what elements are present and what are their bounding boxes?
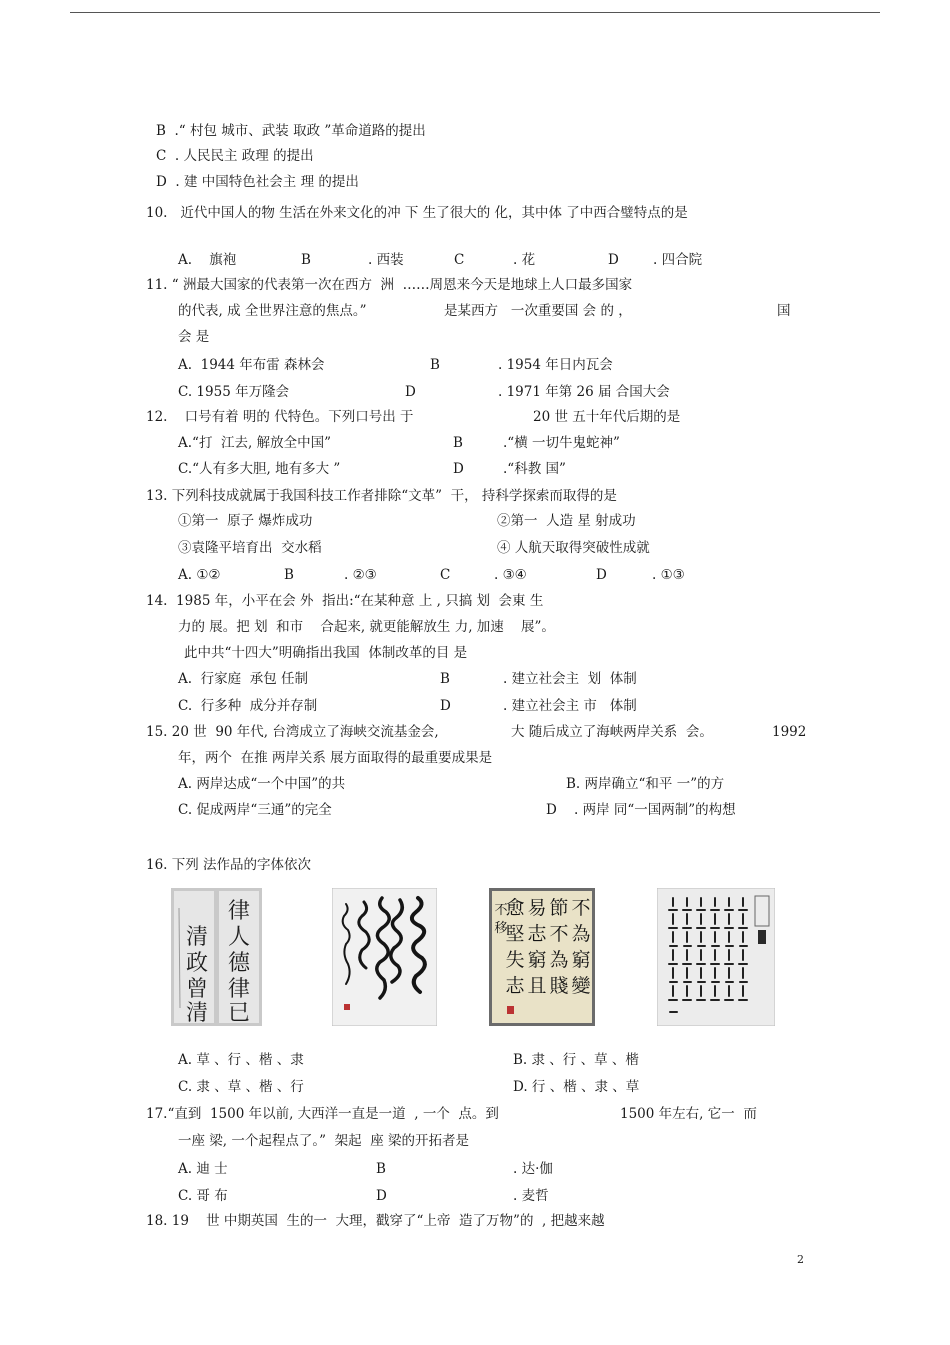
q10-stem: 10. 近代中国人的物 生活在外来文化的冲 下 生了很大的 化，其中体 了中西合璧特点的是	[146, 205, 688, 221]
q12-option-b: .“横 一切牛鬼蛇神”	[503, 435, 620, 451]
q14-option-b: . 建立社会主 划 体制	[503, 671, 637, 687]
header-rule	[70, 12, 880, 13]
q17-option-a: A. 迪 士	[178, 1161, 228, 1177]
q10-option-c: . 花	[513, 252, 536, 268]
q18-stem: 18. 19 世 中期英国 生的一 大理，戳穿了“上帝 造了万物”的 , 把越来越	[146, 1213, 605, 1229]
q17-option-b: . 达·伽	[513, 1161, 553, 1177]
q17-option-d-letter: D	[376, 1188, 387, 1204]
q17-stem-line2: 一座 梁, 一个起程点了。” 架起 座 梁的开拓者是	[178, 1133, 469, 1149]
svg-text:易: 易	[527, 897, 547, 919]
svg-text:已: 已	[227, 1001, 251, 1026]
q15-stem-line1: 15. 20 世 90 年代, 台湾成立了海峡交流基金会,	[146, 724, 439, 740]
svg-text:清: 清	[185, 1001, 209, 1026]
q12-option-a: A.“打 江去, 解放全中国”	[178, 435, 332, 451]
q10-option-d-letter: D	[608, 252, 619, 268]
svg-text:曾: 曾	[185, 977, 209, 1002]
svg-text:賤: 賤	[549, 975, 569, 997]
svg-text:窮: 窮	[571, 949, 591, 971]
q13-item-1: ①第一 原子 爆炸成功	[178, 513, 313, 529]
q15-option-b: B. 两岸确立“和平 一”的方	[566, 776, 725, 792]
svg-text:變: 變	[571, 975, 591, 997]
q17-option-d: . 麦哲	[513, 1188, 549, 1204]
q11-stem-line2b: 是某西方 一次重要国 会 的 ，	[444, 303, 632, 319]
q14-option-d-letter: D	[440, 698, 451, 714]
page-number: 2	[797, 1253, 804, 1266]
q16-option-a: A. 草 、行 、楷 、隶	[178, 1052, 304, 1068]
svg-text:政: 政	[185, 951, 209, 976]
q11-option-d: . 1971 年第 26 届 合国大会	[498, 384, 670, 400]
q15-stem-line1c: 1992	[772, 724, 807, 740]
q9-option-d: D . 建 中国特色社会主 理 的提出	[156, 174, 359, 190]
svg-text:移: 移	[494, 921, 508, 936]
q15-option-d-letter: D	[546, 802, 557, 818]
q10-option-c-letter: C	[454, 252, 465, 268]
q17-stem-line1: 17.“直到 1500 年以前, 大西洋一直是一道 , 一个 点。到	[146, 1106, 499, 1122]
q16-stem: 16. 下列 法作品的字体依次	[146, 857, 312, 873]
q14-stem-line3: 此中共“十四大”明确指出我国 体制改革的目 是	[184, 645, 468, 661]
q14-stem-line2: 力的 展。把 划 和市 合起来, 就更能解放生 力, 加速 展”。	[178, 619, 555, 635]
svg-text:清: 清	[185, 925, 209, 950]
q17-option-b-letter: B	[376, 1161, 386, 1177]
q10-option-b-letter: B	[301, 252, 311, 268]
q11-option-d-letter: D	[405, 384, 416, 400]
svg-text:窮: 窮	[527, 949, 547, 971]
q12-option-d-letter: D	[453, 461, 464, 477]
q12-stem: 12. 口号有着 明的 代特色。下列口号出 于	[146, 409, 414, 425]
svg-text:志: 志	[505, 975, 525, 997]
svg-text:人: 人	[227, 925, 251, 950]
q10-option-d: . 四合院	[653, 252, 703, 268]
q14-option-b-letter: B	[440, 671, 450, 687]
q14-option-d: . 建立社会主 市 体制	[503, 698, 637, 714]
q10-option-a: A. 旗袍	[178, 252, 237, 268]
q12-option-d: .“科教 国”	[503, 461, 566, 477]
q11-stem-line2: 的代表, 成 全世界注意的焦点。”	[178, 303, 367, 319]
q14-stem-line1: 14. 1985 年，小平在会 外 指出:“在某种意 上 , 只搞 划 会東 生	[146, 593, 544, 609]
q16-option-b: B. 隶 、行 、草 、楷	[513, 1052, 639, 1068]
svg-text:失: 失	[505, 949, 525, 971]
q14-option-c: C. 行多种 成分并存制	[178, 698, 318, 714]
q11-stem-line3: 会 是	[178, 329, 210, 345]
svg-text:不: 不	[549, 923, 569, 945]
q12-option-c: C.“人有多大胆, 地有多大 ”	[178, 461, 341, 477]
q16-option-d: D. 行 、楷 、隶 、草	[513, 1079, 640, 1095]
q13-option-a: A. ①②	[178, 567, 221, 583]
q11-stem-line2c: 国	[777, 303, 791, 319]
q11-option-b-letter: B	[430, 357, 440, 373]
q9-option-c: C . 人民民主 政理 的提出	[156, 148, 314, 164]
svg-text:節: 節	[549, 897, 569, 919]
q17-stem-line1b: 1500 年左右, 它一 而	[620, 1106, 757, 1122]
q12-stem-b: 20 世 五十年代后期的是	[533, 409, 681, 425]
q13-option-b-letter: B	[284, 567, 294, 583]
q13-option-b: . ②③	[344, 567, 377, 583]
q16-option-c: C. 隶 、草 、楷 、行	[178, 1079, 304, 1095]
svg-text:堅: 堅	[505, 923, 525, 945]
q17-option-c: C. 哥 布	[178, 1188, 228, 1204]
svg-text:不: 不	[494, 903, 508, 918]
q9-option-b: B .“ 村包 城市、武装 取政 ”革命道路的提出	[156, 123, 426, 139]
q15-option-c: C. 促成两岸“三通”的完全	[178, 802, 332, 818]
q13-item-2: ②第一 人造 星 射成功	[497, 513, 636, 529]
q15-stem-line2: 年，两个 在推 两岸关系 展方面取得的最重要成果是	[178, 750, 493, 766]
svg-text:為: 為	[571, 923, 591, 945]
q13-option-d: . ①③	[652, 567, 685, 583]
svg-text:且: 且	[527, 975, 547, 997]
q13-option-c: . ③④	[494, 567, 527, 583]
calligraphy-image-clerical	[171, 888, 262, 1026]
svg-text:不: 不	[571, 897, 591, 919]
q11-stem-line1: 11. “ 洲最大国家的代表第一次在西方 洲 ……周恩来今天是地球上人口最多国家	[146, 277, 633, 293]
q15-stem-line1b: 大 随后成立了海峡两岸关系 会。	[511, 724, 713, 740]
calligraphy-image-regular	[489, 888, 595, 1026]
q15-option-a: A. 两岸达成“一个中国”的共	[178, 776, 346, 792]
svg-text:律: 律	[227, 977, 251, 1002]
q14-option-a: A. 行家庭 承包 任制	[178, 671, 308, 687]
q11-option-a: A. 1944 年布雷 森林会	[178, 357, 325, 373]
q15-option-d: . 两岸 同“一国两制”的构想	[574, 802, 736, 818]
svg-text:志: 志	[527, 923, 547, 945]
q11-option-c: C. 1955 年万隆会	[178, 384, 290, 400]
calligraphy-image-running	[657, 888, 775, 1026]
q13-item-4: ④ 人航天取得突破性成就	[497, 540, 650, 556]
q10-option-b: . 西装	[368, 252, 404, 268]
q11-option-b: . 1954 年日内瓦会	[498, 357, 613, 373]
calligraphy-image-cursive	[332, 888, 437, 1026]
svg-text:愈: 愈	[505, 897, 525, 919]
q13-item-3: ③袁隆平培育出 交水稻	[178, 540, 322, 556]
svg-text:為: 為	[549, 949, 569, 971]
q12-option-b-letter: B	[453, 435, 463, 451]
q13-option-d-letter: D	[596, 567, 607, 583]
svg-text:德: 德	[227, 951, 251, 976]
q13-option-c-letter: C	[440, 567, 451, 583]
svg-text:律: 律	[227, 899, 251, 924]
q13-stem: 13. 下列科技成就属于我国科技工作者排除“文革” 干， 持科学探索而取得的是	[146, 488, 617, 504]
